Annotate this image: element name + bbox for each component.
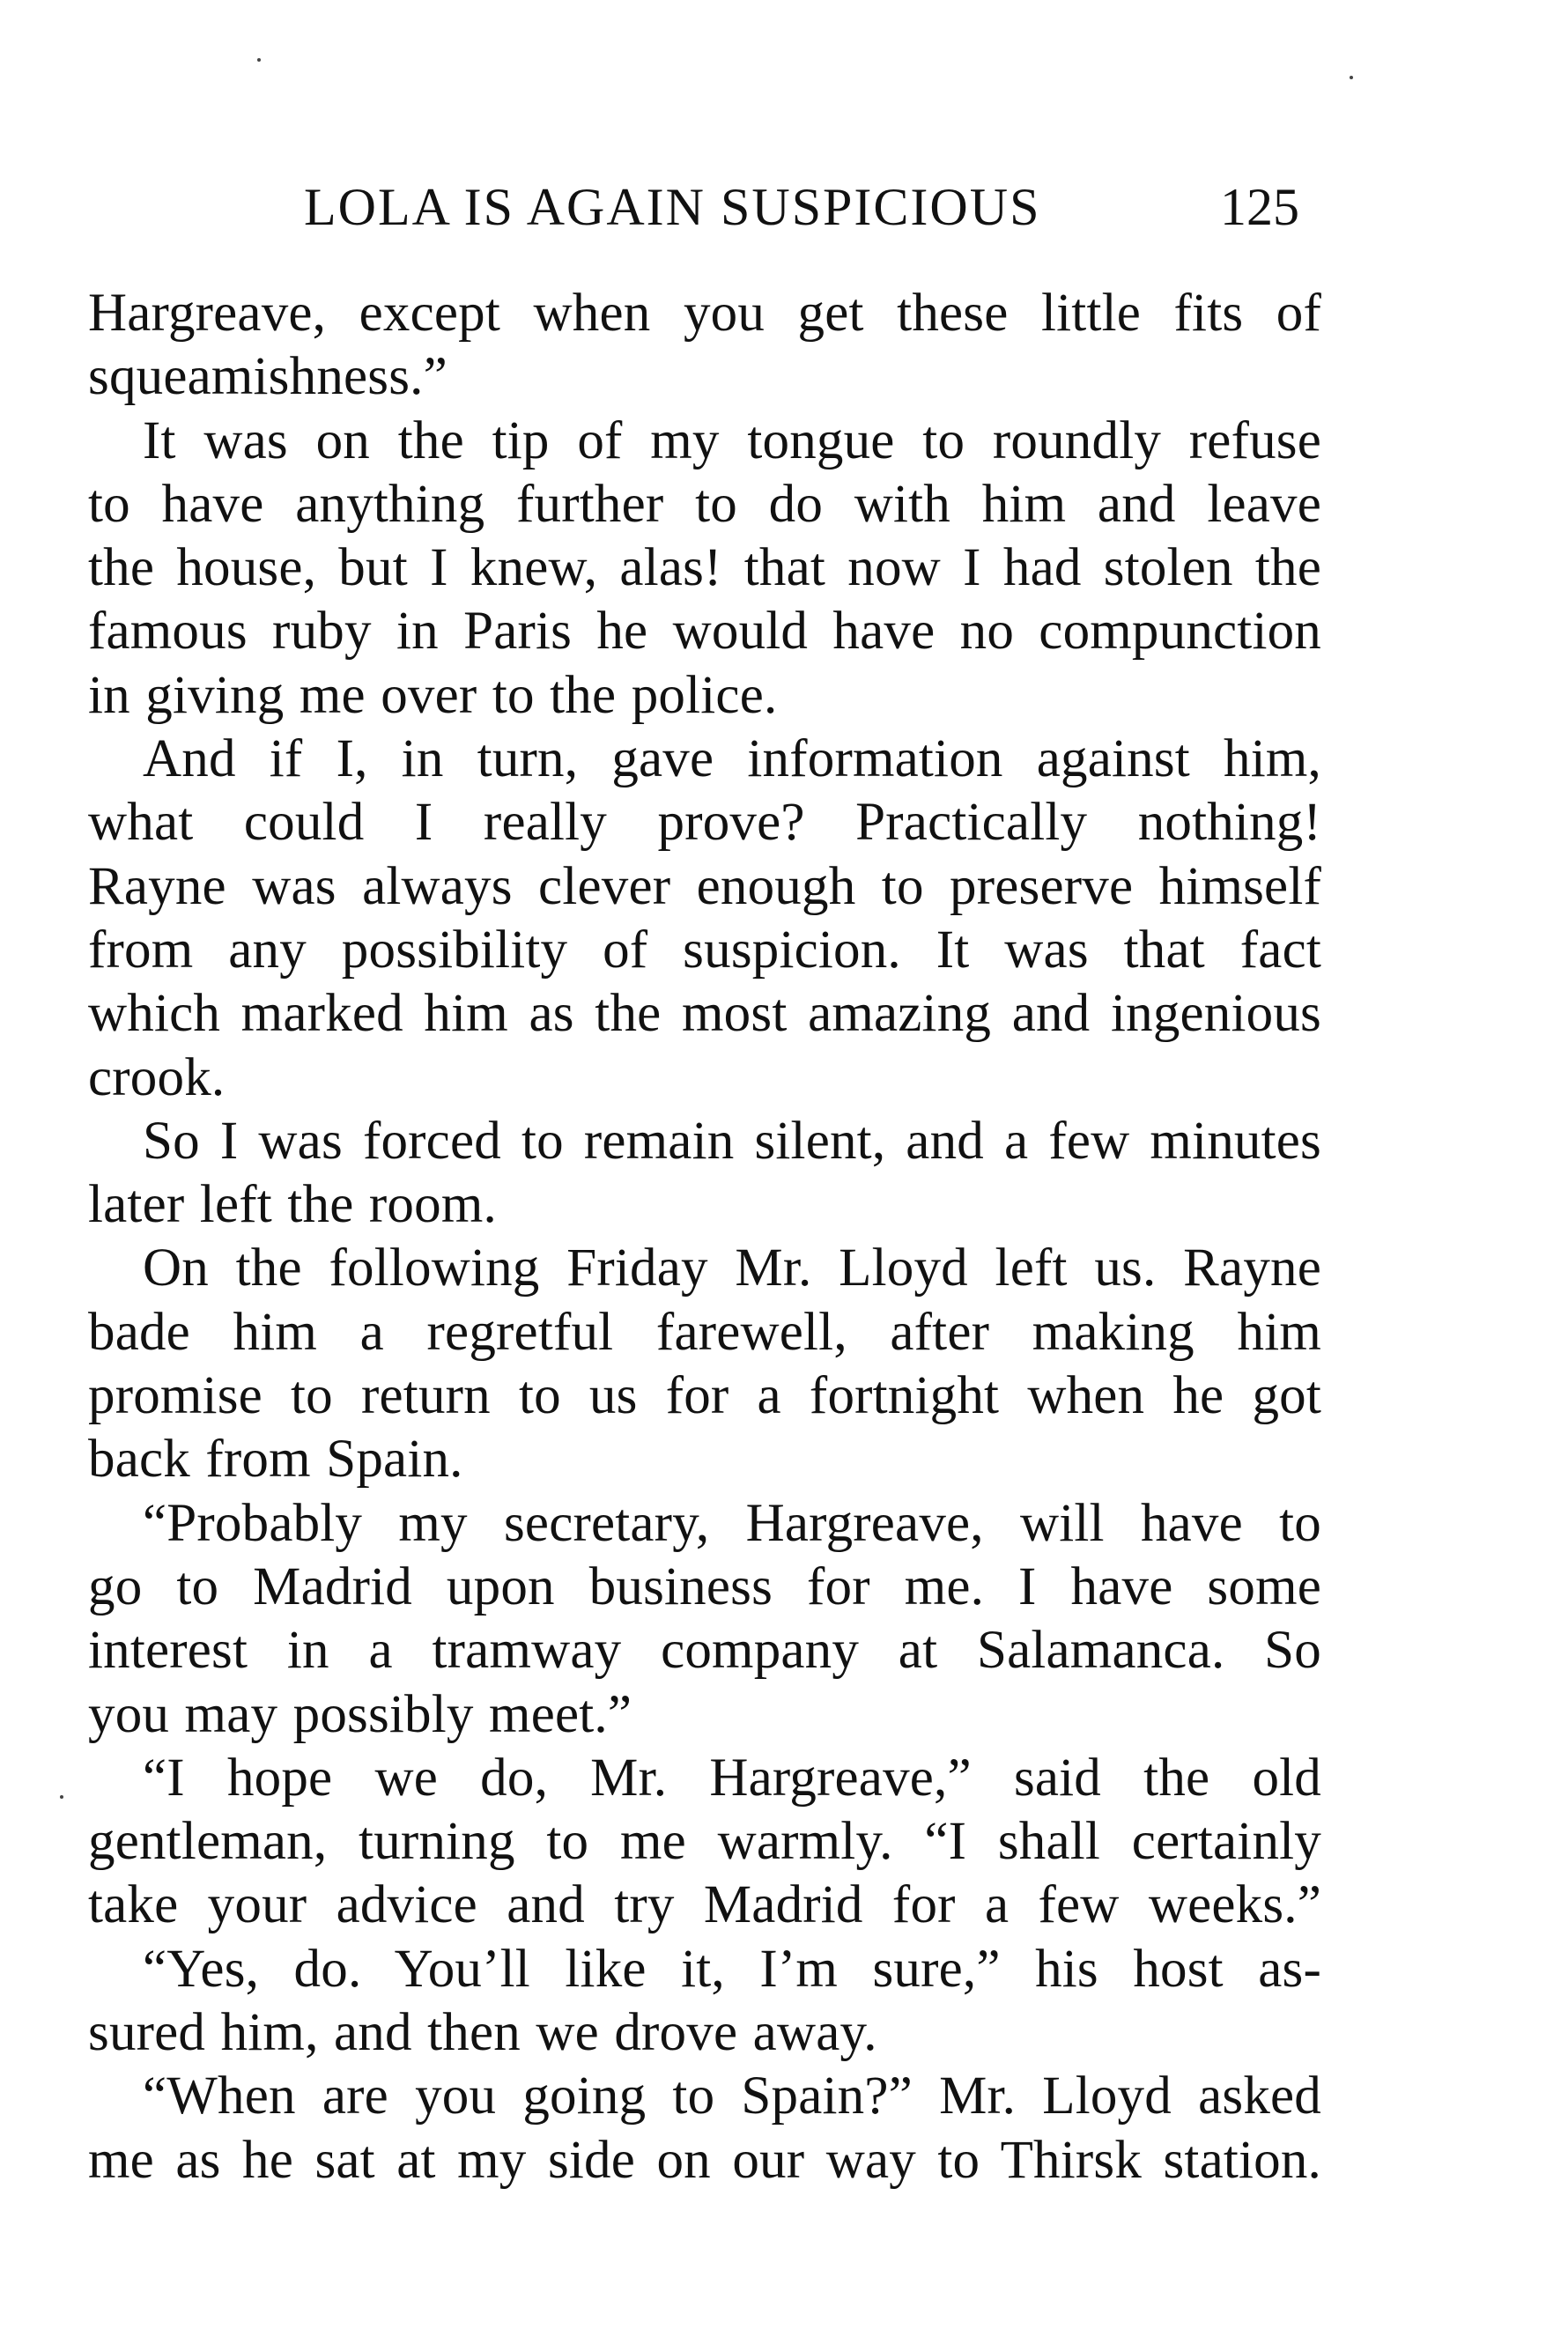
text-line: sured him, and then we drove away. [88,2003,877,2063]
text-line: So I was forced to remain silent, and a few minutes [143,1111,1321,1171]
print-speck [257,58,261,62]
text-line: On the following Friday Mr. Lloyd left us. Rayne [143,1238,1321,1298]
running-head [0,172,1568,242]
text-line: take your advice and try Madrid for a few weeks.” [88,1875,1321,1935]
page-number: 125 [1220,178,1299,236]
text-line: in giving me over to the police. [88,665,778,725]
print-speck [60,1795,63,1799]
text-line: go to Madrid upon business for me. I have some [88,1556,1321,1616]
text-line: later left the room. [88,1175,497,1235]
text-line: which marked him as the most amazing and ingenious [88,984,1321,1044]
text-line: It was on the tip of my tongue to roundly refuse [143,410,1321,470]
text-line: “I hope we do, Mr. Hargreave,” said the old [143,1748,1321,1808]
text-line: you may possibly meet.” [88,1684,632,1744]
text-line: famous ruby in Paris he would have no compunction [88,602,1321,662]
text-line: from any possibility of suspicion. It was that fact [88,920,1321,980]
text-line: interest in a tramway company at Salamanca. So [88,1621,1321,1681]
text-line: “When are you going to Spain?” Mr. Lloyd asked [143,2067,1321,2126]
text-line: And if I, in turn, gave information against him, [143,729,1321,789]
chapter-title: LOLA IS AGAIN SUSPICIOUS [304,178,1041,236]
text-line: bade him a regretful farewell, after making him [88,1302,1321,1362]
text-line: what could I really prove? Practically nothing! [88,793,1321,853]
text-line: “Probably my secretary, Hargreave, will have to [143,1493,1321,1553]
text-line: promise to return to us for a fortnight when he got [88,1366,1321,1426]
text-line: gentleman, turning to me warmly. “I shall certainly [88,1812,1321,1872]
text-line: me as he sat at my side on our way to Thirsk station. [88,2130,1321,2190]
page-body-text [88,282,1321,2192]
text-line: back from Spain. [88,1430,463,1490]
text-line: Hargreave, except when you get these little fits of [88,284,1321,343]
text-line: squeamishness.” [88,347,447,407]
text-line: the house, but I knew, alas! that now I had stolen the [88,538,1321,598]
text-line: crook. [88,1047,226,1107]
text-line: Rayne was always clever enough to preserve himself [88,856,1321,916]
text-line: “Yes, do. You’ll like it, I’m sure,” his host as- [143,1939,1321,1999]
print-speck [1350,76,1353,79]
text-line: to have anything further to do with him and leave [88,474,1321,534]
